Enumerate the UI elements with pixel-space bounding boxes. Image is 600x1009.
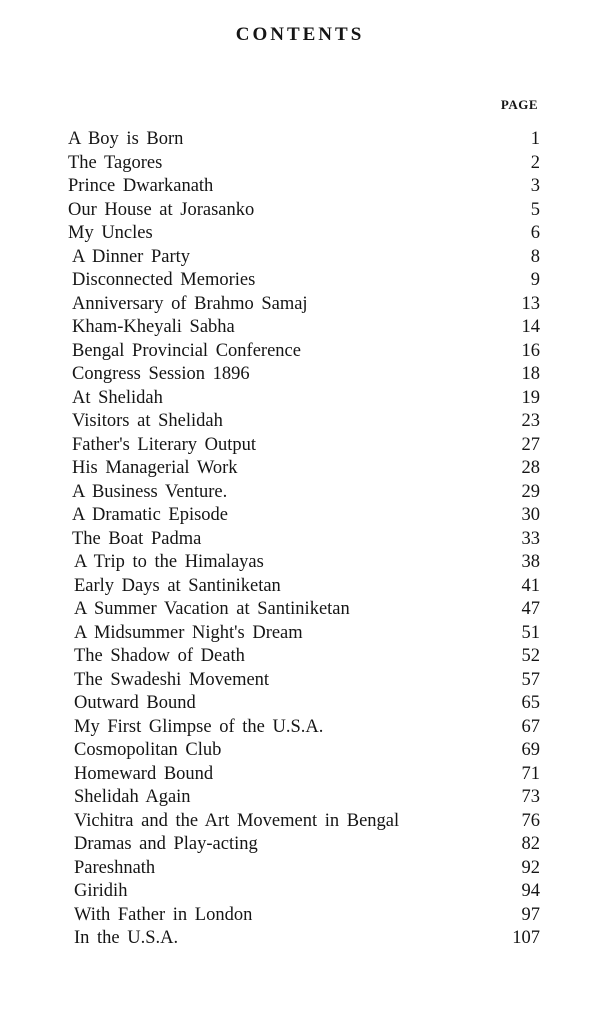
toc-entry-title: With Father in London xyxy=(74,904,253,925)
toc-entry-title: Father's Literary Output xyxy=(72,434,257,455)
toc-entry-title: Bengal Provincial Conference xyxy=(72,340,301,361)
toc-entry-page-number: 51 xyxy=(521,622,540,643)
toc-entry-title: My Uncles xyxy=(68,223,153,243)
toc-entry-title: The Swadeshi Movement xyxy=(74,669,270,690)
toc-entry-page-number: 52 xyxy=(521,646,540,666)
toc-entry[interactable] xyxy=(68,128,540,152)
toc-entry-page-number: 29 xyxy=(521,481,540,502)
toc-entry-title: Disconnected Memories xyxy=(72,270,256,290)
toc-entry[interactable] xyxy=(68,622,540,646)
toc-entry-title: A Midsummer Night's Dream xyxy=(74,622,303,643)
toc-entry-title: Kham-Kheyali Sabha xyxy=(72,317,235,337)
toc-entry[interactable] xyxy=(68,669,540,693)
toc-entry[interactable] xyxy=(68,434,540,458)
table-of-contents xyxy=(68,128,540,951)
toc-entry-page-number: 27 xyxy=(521,434,540,455)
toc-entry[interactable] xyxy=(68,246,540,270)
toc-entry[interactable] xyxy=(68,410,540,434)
toc-entry[interactable] xyxy=(68,457,540,481)
toc-entry[interactable] xyxy=(68,175,540,199)
toc-entry-title: Cosmopolitan Club xyxy=(74,740,222,760)
toc-entry[interactable] xyxy=(68,716,540,740)
toc-entry-page-number: 92 xyxy=(521,857,540,878)
toc-entry-title: Our House at Jorasanko xyxy=(68,199,255,220)
toc-entry-page-number: 73 xyxy=(521,787,540,807)
toc-entry-page-number: 71 xyxy=(521,763,540,784)
toc-entry-title: Prince Dwarkanath xyxy=(68,176,214,196)
toc-entry-title: A Dinner Party xyxy=(72,246,191,267)
toc-entry[interactable] xyxy=(68,293,540,317)
toc-entry[interactable] xyxy=(68,551,540,575)
toc-entry[interactable] xyxy=(68,904,540,928)
toc-entry-title: Homeward Bound xyxy=(74,763,214,784)
toc-entry-title: Giridih xyxy=(74,881,128,901)
toc-entry-page-number: 65 xyxy=(521,693,540,713)
toc-entry-title: In the U.S.A. xyxy=(74,928,179,948)
toc-entry-title: Dramas and Play-acting xyxy=(74,834,258,854)
toc-entry[interactable] xyxy=(68,927,540,951)
toc-entry[interactable] xyxy=(68,598,540,622)
toc-entry-page-number: 76 xyxy=(521,810,540,831)
toc-entry-page-number: 38 xyxy=(521,552,540,572)
toc-entry-page-number: 57 xyxy=(521,669,540,690)
toc-entry-title: A Summer Vacation at Santiniketan xyxy=(74,599,350,619)
toc-entry-title: Vichitra and the Art Movement in Bengal xyxy=(74,810,400,831)
toc-entry-page-number: 23 xyxy=(521,411,540,431)
toc-entry-title: Early Days at Santiniketan xyxy=(74,575,281,596)
toc-entry[interactable] xyxy=(68,269,540,293)
toc-entry[interactable] xyxy=(68,528,540,552)
toc-entry-title: His Managerial Work xyxy=(72,458,238,478)
page-title: CONTENTS xyxy=(235,24,365,45)
toc-entry-page-number: 41 xyxy=(521,575,540,596)
toc-entry[interactable] xyxy=(68,880,540,904)
toc-entry-title: A Boy is Born xyxy=(68,129,184,149)
toc-entry-page-number: 13 xyxy=(521,293,540,314)
toc-entry-title: A Business Venture. xyxy=(72,481,228,502)
toc-entry[interactable] xyxy=(68,833,540,857)
toc-entry-page-number: 18 xyxy=(521,364,540,384)
toc-entry-title: A Dramatic Episode xyxy=(72,505,229,525)
toc-entry[interactable] xyxy=(68,481,540,505)
toc-entry-title: A Trip to the Himalayas xyxy=(74,552,264,572)
toc-entry-page-number: 2 xyxy=(530,152,540,173)
toc-entry-page-number: 107 xyxy=(512,928,540,948)
toc-entry-page-number: 33 xyxy=(521,528,540,549)
toc-entry-page-number: 67 xyxy=(521,716,540,737)
toc-entry-title: The Boat Padma xyxy=(72,528,202,549)
toc-entry[interactable] xyxy=(68,763,540,787)
toc-entry-title: Outward Bound xyxy=(74,693,196,713)
toc-entry-title: At Shelidah xyxy=(72,387,163,408)
toc-entry[interactable] xyxy=(68,786,540,810)
toc-entry-page-number: 6 xyxy=(530,223,540,243)
toc-entry-page-number: 69 xyxy=(521,740,540,760)
toc-entry-page-number: 47 xyxy=(521,599,540,619)
toc-entry-page-number: 30 xyxy=(521,505,540,525)
toc-entry-page-number: 8 xyxy=(530,246,540,267)
toc-entry-title: Pareshnath xyxy=(74,857,156,878)
toc-entry-title: Congress Session 1896 xyxy=(72,364,250,384)
toc-entry[interactable] xyxy=(68,316,540,340)
toc-entry-title: My First Glimpse of the U.S.A. xyxy=(74,716,324,737)
toc-entry-page-number: 82 xyxy=(521,834,540,854)
toc-entry-title: Visitors at Shelidah xyxy=(72,411,223,431)
toc-entry[interactable] xyxy=(68,340,540,364)
toc-entry-page-number: 3 xyxy=(530,176,540,196)
toc-entry-page-number: 16 xyxy=(521,340,540,361)
toc-entry[interactable] xyxy=(68,692,540,716)
toc-entry-title: Shelidah Again xyxy=(74,787,191,807)
toc-entry-page-number: 28 xyxy=(521,458,540,478)
toc-entry-page-number: 9 xyxy=(530,270,540,290)
toc-entry[interactable] xyxy=(68,810,540,834)
page-column-header: PAGE xyxy=(500,97,538,112)
toc-entry[interactable] xyxy=(68,387,540,411)
toc-entry-page-number: 97 xyxy=(521,904,540,925)
toc-entry-page-number: 94 xyxy=(521,881,540,901)
toc-entry[interactable] xyxy=(68,363,540,387)
toc-entry-page-number: 5 xyxy=(530,199,540,220)
toc-entry[interactable] xyxy=(68,857,540,881)
toc-entry[interactable] xyxy=(68,504,540,528)
toc-entry-page-number: 1 xyxy=(530,129,540,149)
toc-entry[interactable] xyxy=(68,222,540,246)
toc-entry[interactable] xyxy=(68,739,540,763)
toc-entry-page-number: 14 xyxy=(521,317,540,337)
toc-entry-title: The Tagores xyxy=(68,152,163,173)
toc-entry-title: Anniversary of Brahmo Samaj xyxy=(72,293,308,314)
toc-entry[interactable] xyxy=(68,152,540,176)
toc-entry[interactable] xyxy=(68,645,540,669)
toc-entry[interactable] xyxy=(68,575,540,599)
toc-entry-page-number: 19 xyxy=(521,387,540,408)
toc-entry-title: The Shadow of Death xyxy=(74,646,245,666)
toc-entry[interactable] xyxy=(68,199,540,223)
